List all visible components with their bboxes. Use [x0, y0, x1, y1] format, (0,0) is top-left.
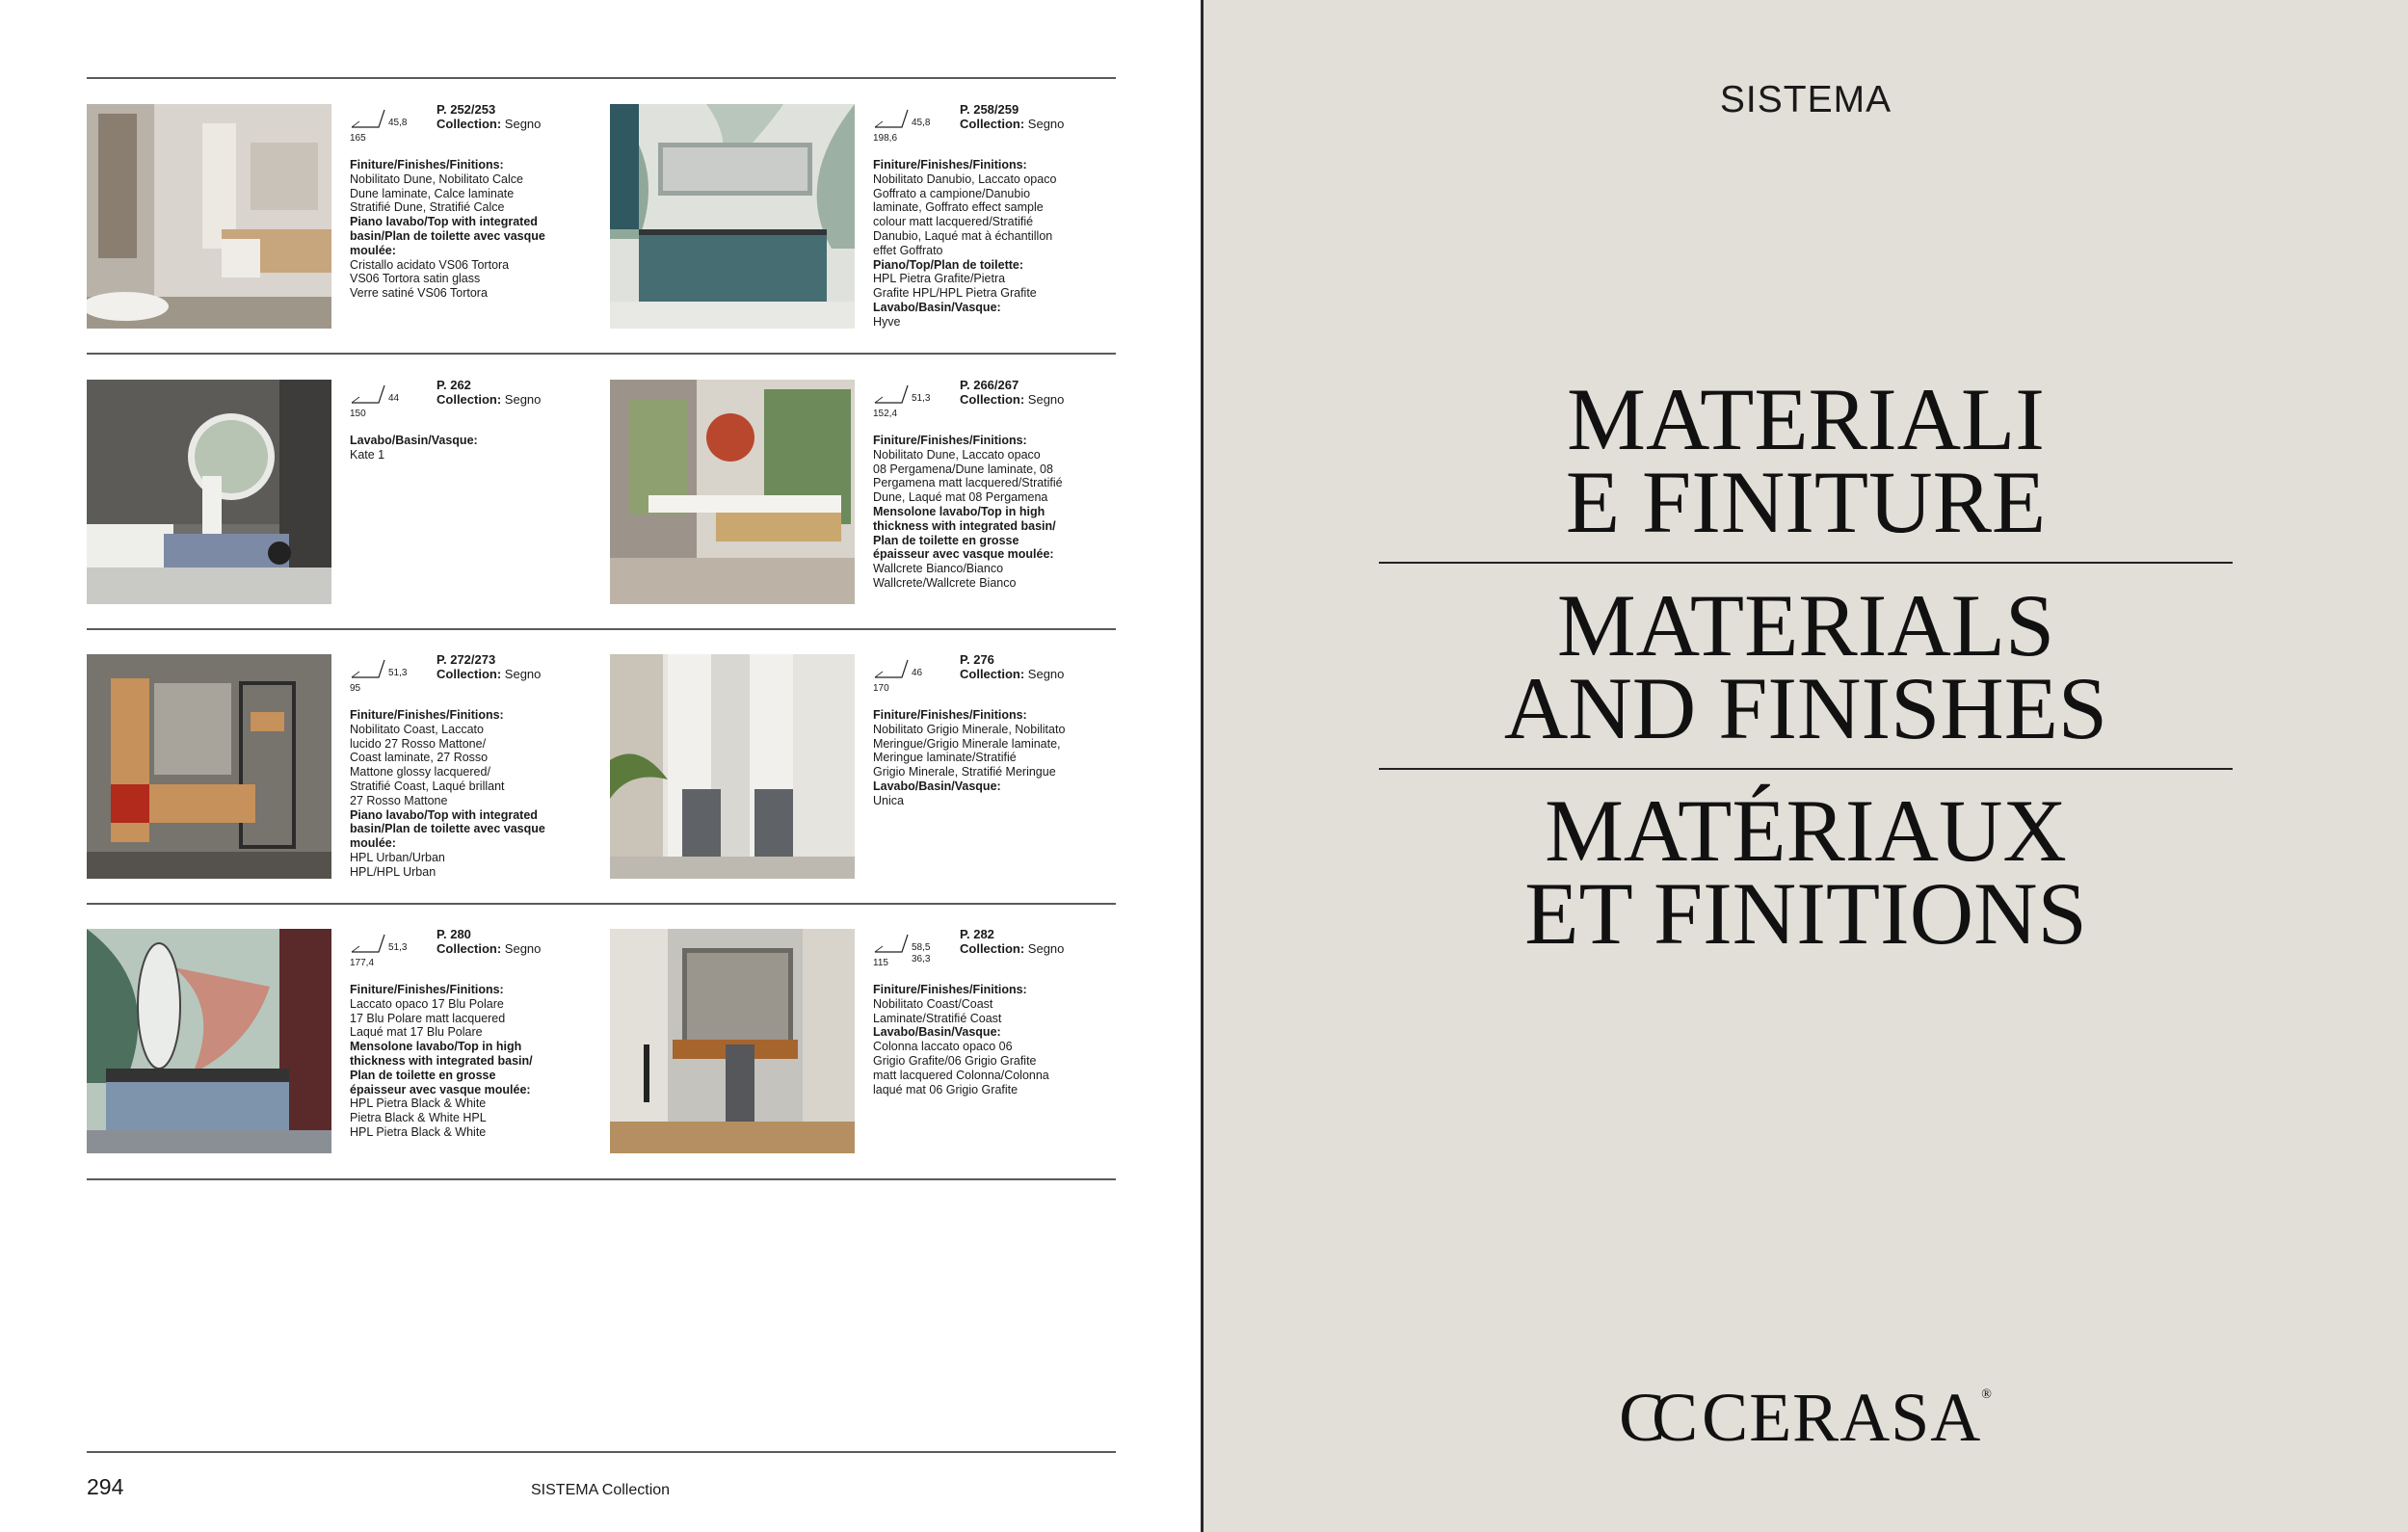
collection-label: Collection: — [960, 117, 1025, 131]
detail-line: HPL Urban/Urban — [350, 850, 445, 864]
page-ref: P. 280 — [437, 927, 471, 941]
detail-line: Cristallo acidato VS06 Tortora — [350, 257, 510, 272]
width-value: 58,5 — [912, 942, 931, 953]
detail-heading: basin/Plan de toilette avec vasque — [350, 822, 545, 836]
collection-label: Collection: — [960, 392, 1025, 407]
detail-line: Laqué mat 17 Blu Polare — [350, 1025, 483, 1040]
detail-line: Grigio Minerale, Stratifié Meringue — [873, 765, 1056, 779]
width-value: 45,8 — [912, 118, 931, 128]
detail-line: Unica — [873, 793, 904, 807]
width-value: 51,3 — [388, 668, 408, 678]
product-photo[interactable] — [610, 380, 855, 604]
page-reference — [960, 378, 1064, 407]
detail-heading: moulée: — [350, 836, 396, 851]
detail-line: Grigio Grafite/06 Grigio Grafite — [873, 1053, 1037, 1068]
height-value: 95 — [350, 683, 361, 694]
collection-label: Collection: — [437, 667, 502, 681]
logo-mark-icon: CC — [1619, 1379, 1685, 1456]
title-italian — [1204, 370, 2408, 551]
detail-line: Stratifié Dune, Stratifié Calce — [350, 200, 505, 215]
page-reference — [960, 927, 1064, 956]
detail-line: Wallcrete/Wallcrete Bianco — [873, 575, 1017, 590]
footer-rule — [87, 1451, 1116, 1453]
height-value: 177,4 — [350, 958, 375, 968]
title-line: E FINITURE — [1565, 453, 2047, 551]
detail-line: Hyve — [873, 314, 901, 329]
detail-line: 27 Rosso Mattone — [350, 793, 448, 807]
title-rule — [1379, 768, 2233, 770]
detail-heading: Finiture/Finishes/Finitions: — [873, 983, 1027, 996]
detail-line: lucido 27 Rosso Mattone/ — [350, 736, 487, 751]
product-photo[interactable] — [87, 380, 331, 604]
detail-heading: Finiture/Finishes/Finitions: — [873, 708, 1027, 722]
detail-heading: Plan de toilette en grosse — [873, 533, 1019, 547]
page-ref: P. 258/259 — [960, 102, 1019, 117]
product-photo[interactable] — [87, 104, 331, 329]
detail-line: colour matt lacquered/Stratifié — [873, 215, 1034, 229]
page-reference — [437, 102, 541, 131]
detail-line: Verre satiné VS06 Tortora — [350, 286, 488, 301]
collection-name: Segno — [1027, 941, 1065, 956]
detail-line: Nobilitato Dune, Nobilitato Calce — [350, 172, 523, 186]
dimension-diagram — [350, 380, 432, 423]
detail-line: Nobilitato Coast/Coast — [873, 996, 993, 1011]
detail-heading: épaisseur avec vasque moulée: — [350, 1082, 531, 1096]
collection-name: Segno — [504, 392, 542, 407]
collection-label: Collection: — [960, 941, 1025, 956]
detail-line: HPL Pietra Black & White — [350, 1096, 487, 1111]
detail-heading: thickness with integrated basin/ — [873, 518, 1056, 533]
detail-line: Colonna laccato opaco 06 — [873, 1040, 1013, 1054]
dimension-diagram — [873, 929, 955, 972]
width-value: 44 — [388, 393, 400, 404]
product-photo[interactable] — [610, 929, 855, 1153]
dimension-diagram — [350, 104, 432, 147]
detail-heading: Finiture/Finishes/Finitions: — [350, 708, 504, 722]
footer-collection-label: SISTEMA Collection — [531, 1482, 671, 1498]
page-ref: P. 272/273 — [437, 652, 496, 667]
width-value: 51,3 — [388, 942, 408, 953]
detail-line: Nobilitato Grigio Minerale, Nobilitato — [873, 722, 1066, 736]
catalog-entry — [87, 104, 607, 330]
detail-heading: Piano lavabo/Top with integrated — [350, 215, 538, 229]
top-rule — [87, 77, 1116, 79]
collection-label: Collection: — [437, 117, 502, 131]
detail-line: Goffrato a campione/Danubio — [873, 186, 1031, 200]
page-reference — [960, 652, 1064, 681]
title-french — [1204, 781, 2408, 963]
detail-line: HPL Pietra Black & White — [350, 1124, 487, 1139]
detail-heading: Mensolone lavabo/Top in high — [873, 504, 1045, 518]
finishes-details — [873, 434, 1133, 591]
title-line: MATÉRIAUX — [1545, 781, 2067, 880]
collection-label: Collection: — [437, 941, 502, 956]
product-photo[interactable] — [87, 929, 331, 1153]
page-ref: P. 276 — [960, 652, 994, 667]
dimension-diagram — [350, 929, 432, 972]
title-line: AND FINISHES — [1503, 659, 2108, 757]
left-page — [0, 0, 1203, 1532]
height-value: 165 — [350, 133, 366, 144]
detail-line: effet Goffrato — [873, 243, 943, 257]
catalog-entry — [610, 380, 1130, 606]
detail-line: Nobilitato Danubio, Laccato opaco — [873, 172, 1057, 186]
detail-line: Wallcrete Bianco/Bianco — [873, 562, 1004, 576]
finishes-details — [873, 983, 1133, 1096]
detail-line: HPL/HPL Urban — [350, 864, 437, 879]
title-line: MATERIALI — [1567, 370, 2045, 468]
collection-label: Collection: — [960, 667, 1025, 681]
page-number: 294 — [87, 1474, 124, 1499]
detail-line: laminate, Goffrato effect sample — [873, 200, 1044, 215]
width-value: 46 — [912, 668, 923, 678]
detail-line: Dune laminate, Calce laminate — [350, 186, 515, 200]
product-photo[interactable] — [87, 654, 331, 879]
brand-logo — [1204, 1378, 2408, 1458]
catalog-entry — [87, 929, 607, 1155]
detail-line: Pietra Black & White HPL — [350, 1111, 487, 1125]
detail-line: Meringue laminate/Stratifié — [873, 751, 1017, 765]
collection-name: Segno — [1027, 392, 1065, 407]
collection-label: Collection: — [437, 392, 502, 407]
page-ref: P. 262 — [437, 378, 471, 392]
height-value: 170 — [873, 683, 889, 694]
detail-heading: Finiture/Finishes/Finitions: — [873, 434, 1027, 447]
product-photo[interactable] — [610, 654, 855, 879]
catalog-entry — [610, 104, 1130, 330]
page-ref: P. 282 — [960, 927, 994, 941]
catalog-entry — [87, 380, 607, 606]
page-ref: P. 266/267 — [960, 378, 1019, 392]
dimension-diagram — [350, 654, 432, 698]
detail-line: laqué mat 06 Grigio Grafite — [873, 1082, 1019, 1096]
collection-name: Segno — [1027, 667, 1065, 681]
catalog-entry — [87, 654, 607, 881]
finishes-details — [350, 434, 610, 462]
detail-line: matt lacquered Colonna/Colonna — [873, 1068, 1049, 1082]
row-divider — [87, 1178, 1116, 1180]
height-value: 150 — [350, 409, 366, 419]
dimension-diagram — [873, 654, 955, 698]
row-divider — [87, 903, 1116, 905]
dimension-diagram — [873, 380, 955, 423]
detail-line: Mattone glossy lacquered/ — [350, 765, 490, 779]
width-value: 51,3 — [912, 393, 931, 404]
dimension-diagram — [873, 104, 955, 147]
page-reference — [437, 927, 541, 956]
registered-mark: ® — [1981, 1387, 1993, 1402]
title-line: MATERIALS — [1556, 576, 2055, 674]
detail-line: Nobilitato Coast, Laccato — [350, 722, 484, 736]
detail-heading: basin/Plan de toilette avec vasque — [350, 228, 545, 243]
detail-heading: thickness with integrated basin/ — [350, 1053, 533, 1068]
detail-line: Danubio, Laqué mat à échantillon — [873, 228, 1053, 243]
detail-heading: Mensolone lavabo/Top in high — [350, 1040, 522, 1054]
detail-heading: Lavabo/Basin/Vasque: — [350, 434, 478, 447]
detail-line: Stratifié Coast, Laqué brillant — [350, 779, 505, 793]
title-rule — [1379, 562, 2233, 564]
detail-line: Dune, Laqué mat 08 Pergamena — [873, 490, 1048, 505]
detail-line: Grafite HPL/HPL Pietra Grafite — [873, 286, 1037, 301]
finishes-details — [350, 158, 610, 301]
detail-line: HPL Pietra Grafite/Pietra — [873, 272, 1006, 286]
detail-heading: Plan de toilette en grosse — [350, 1068, 496, 1082]
collection-name: Segno — [504, 667, 542, 681]
detail-line: 08 Pergamena/Dune laminate, 08 — [873, 462, 1053, 476]
depth-value: 36,3 — [912, 954, 931, 964]
detail-heading: moulée: — [350, 243, 396, 257]
detail-heading: Lavabo/Basin/Vasque: — [873, 1025, 1001, 1040]
catalog-entry — [610, 929, 1130, 1155]
detail-line: Pergamena matt lacquered/Stratifié — [873, 476, 1063, 490]
detail-line: Kate 1 — [350, 447, 385, 462]
product-photo[interactable] — [610, 104, 855, 329]
logo-text: CERASA — [1702, 1379, 1982, 1456]
detail-heading: Piano lavabo/Top with integrated — [350, 807, 538, 822]
detail-line: Laccato opaco 17 Blu Polare — [350, 996, 504, 1011]
collection-name: Segno — [1027, 117, 1065, 131]
height-value: 115 — [873, 958, 888, 968]
collection-name: Segno — [504, 117, 542, 131]
detail-line: VS06 Tortora satin glass — [350, 272, 481, 286]
detail-heading: Finiture/Finishes/Finitions: — [873, 158, 1027, 172]
height-value: 152,4 — [873, 409, 898, 419]
page-reference — [437, 652, 541, 681]
detail-line: Laminate/Stratifié Coast — [873, 1011, 1002, 1025]
right-page — [1204, 0, 2408, 1532]
title-english — [1204, 576, 2408, 757]
finishes-details — [350, 708, 610, 880]
catalog-entry — [610, 654, 1130, 881]
finishes-details — [873, 158, 1133, 330]
detail-line: Meringue/Grigio Minerale laminate, — [873, 736, 1061, 751]
finishes-details — [350, 983, 610, 1140]
detail-heading: Lavabo/Basin/Vasque: — [873, 300, 1001, 314]
row-divider — [87, 353, 1116, 355]
detail-heading: Piano/Top/Plan de toilette: — [873, 257, 1024, 272]
page-reference — [437, 378, 541, 407]
width-value: 45,8 — [388, 118, 408, 128]
detail-heading: Lavabo/Basin/Vasque: — [873, 779, 1001, 793]
finishes-details — [873, 708, 1133, 808]
page-ref: P. 252/253 — [437, 102, 496, 117]
height-value: 198,6 — [873, 133, 898, 144]
detail-heading: épaisseur avec vasque moulée: — [873, 547, 1054, 562]
row-divider — [87, 628, 1116, 630]
collection-name: Segno — [504, 941, 542, 956]
detail-heading: Finiture/Finishes/Finitions: — [350, 158, 504, 172]
title-line: ET FINITIONS — [1524, 864, 2087, 963]
detail-heading: Finiture/Finishes/Finitions: — [350, 983, 504, 996]
detail-line: 17 Blu Polare matt lacquered — [350, 1011, 506, 1025]
detail-line: Nobilitato Dune, Laccato opaco — [873, 447, 1041, 462]
page-reference — [960, 102, 1064, 131]
detail-line: Coast laminate, 27 Rosso — [350, 751, 489, 765]
section-header: SISTEMA — [1719, 79, 1892, 120]
